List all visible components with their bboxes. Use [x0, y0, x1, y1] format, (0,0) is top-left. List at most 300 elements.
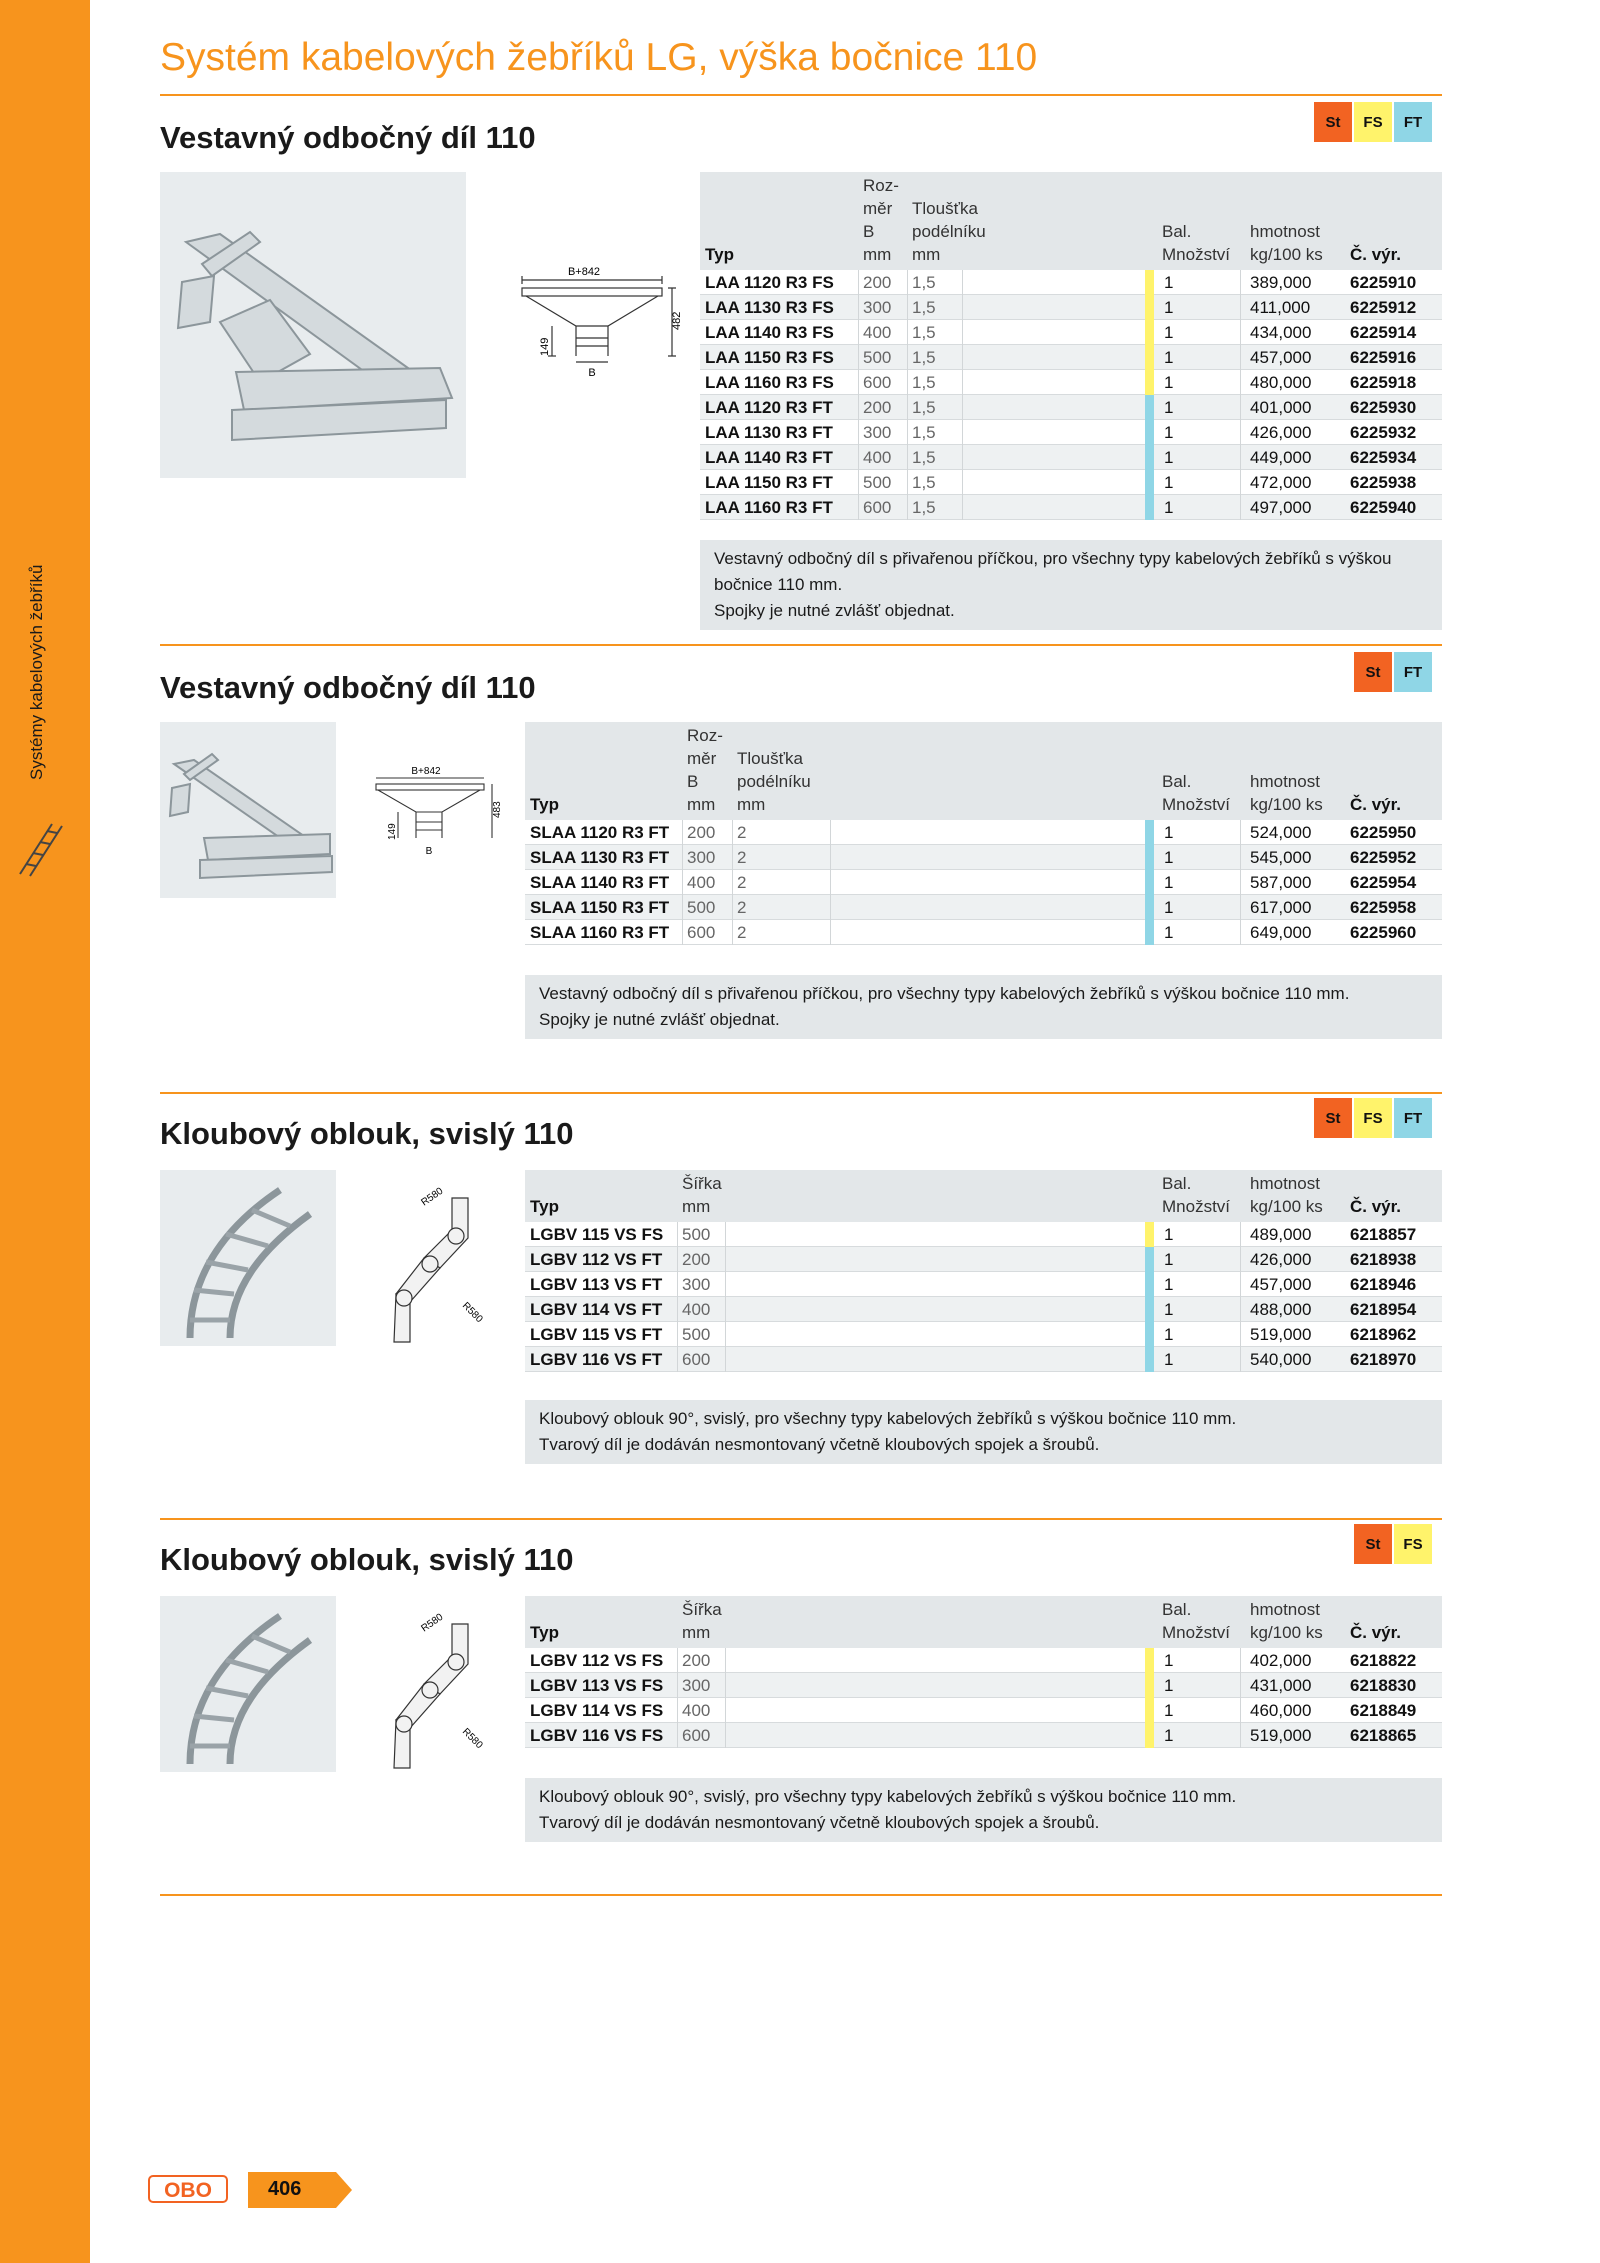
table-row [525, 870, 1442, 895]
note-line: Tvarový díl je dodáván nesmontovaný včetně kloubových spojek a šroubů. [539, 1813, 1100, 1832]
dim-side-label: 483 [492, 801, 503, 818]
table-row [525, 920, 1442, 945]
table-row [700, 370, 1442, 395]
cell-thickness: 2 [737, 873, 747, 892]
header-article: Č. výr. [1350, 795, 1402, 814]
cell-width: 200 [863, 398, 892, 417]
bend-drawing [370, 1604, 540, 1784]
dimension-drawing [368, 762, 503, 872]
cell-width: 300 [863, 423, 892, 442]
cell-weight: 519,000 [1250, 1726, 1312, 1745]
cell-type: LGBV 115 VS FT [530, 1325, 663, 1344]
dim-bottom-label: B [588, 367, 596, 379]
header-thickness: podélníku [912, 222, 986, 241]
table-header [525, 1596, 1442, 1648]
cell-qty: 1 [1164, 848, 1174, 867]
cell-width: 600 [863, 498, 892, 517]
finish-swatch-ft [1145, 1247, 1154, 1272]
header-weight: hmotnost [1250, 1600, 1320, 1619]
dim-bottom-label: B [425, 846, 433, 857]
cell-article: 6225932 [1350, 423, 1417, 442]
cell-article: 6225960 [1350, 923, 1417, 942]
finish-swatch-ft [1145, 1272, 1154, 1297]
cell-article: 6225938 [1350, 473, 1417, 492]
cell-width: 500 [687, 898, 716, 917]
header-type: Typ [705, 245, 734, 264]
cable-ladder-icon [14, 818, 66, 878]
cell-weight: 540,000 [1250, 1350, 1312, 1369]
finish-swatch-fs [1145, 1222, 1154, 1247]
section-rule [160, 1894, 1442, 1896]
cell-weight: 434,000 [1250, 323, 1312, 342]
product-note [525, 975, 1442, 1039]
header-qty: Množství [1162, 245, 1231, 264]
cell-type: LGBV 113 VS FT [530, 1275, 663, 1294]
header-qty: Množství [1162, 795, 1231, 814]
cell-article: 6225930 [1350, 398, 1417, 417]
cell-thickness: 2 [737, 848, 747, 867]
cell-qty: 1 [1164, 1300, 1174, 1319]
cell-article: 6225910 [1350, 273, 1417, 292]
dimension-drawing [512, 260, 682, 390]
table-row [525, 1698, 1442, 1723]
cell-thickness: 1,5 [912, 398, 936, 417]
product-photo [160, 1170, 336, 1346]
badge-ft: FT [1394, 102, 1432, 142]
cell-weight: 545,000 [1250, 848, 1312, 867]
cell-type: LGBV 116 VS FS [530, 1726, 664, 1745]
table-row [700, 495, 1442, 520]
cell-width: 600 [682, 1726, 711, 1745]
cell-weight: 587,000 [1250, 873, 1312, 892]
finish-swatch-fs [1145, 1698, 1154, 1723]
cell-qty: 1 [1164, 373, 1174, 392]
radius-label: R580 [419, 1185, 446, 1209]
cell-type: LAA 1160 R3 FS [705, 373, 834, 392]
table-header [700, 172, 1442, 270]
cell-type: LAA 1140 R3 FT [705, 448, 833, 467]
dim-left-label: 149 [539, 337, 551, 356]
cell-qty: 1 [1164, 498, 1174, 517]
header-weight: kg/100 ks [1250, 1623, 1323, 1642]
badge-fs: FS [1354, 102, 1392, 142]
cell-width: 500 [682, 1225, 711, 1244]
table-body [700, 270, 1442, 520]
table-body [525, 1648, 1442, 1748]
cell-article: 6218946 [1350, 1275, 1417, 1294]
header-qty: Bal. [1162, 1174, 1192, 1193]
finish-swatch-fs [1145, 1723, 1154, 1748]
product-note [525, 1400, 1442, 1464]
cell-type: LGBV 116 VS FT [530, 1350, 663, 1369]
cell-article: 6218938 [1350, 1250, 1417, 1269]
cell-width: 200 [687, 823, 716, 842]
cell-qty: 1 [1164, 1325, 1174, 1344]
header-qty: Bal. [1162, 1600, 1192, 1619]
cell-qty: 1 [1164, 423, 1174, 442]
cell-qty: 1 [1164, 1250, 1174, 1269]
table-row [525, 895, 1442, 920]
table-row [700, 295, 1442, 320]
header-dim: mm [863, 245, 892, 264]
cell-type: LGBV 115 VS FS [530, 1225, 664, 1244]
table-row [700, 420, 1442, 445]
cell-type: LAA 1130 R3 FT [705, 423, 833, 442]
cell-weight: 457,000 [1250, 1275, 1312, 1294]
cell-article: 6225940 [1350, 498, 1417, 517]
finish-swatch-fs [1145, 320, 1154, 345]
cell-thickness: 2 [737, 823, 747, 842]
cell-weight: 431,000 [1250, 1676, 1312, 1695]
cell-weight: 389,000 [1250, 273, 1312, 292]
header-dim: měr [863, 199, 893, 218]
section-title: Vestavný odbočný díl 110 [160, 670, 536, 705]
cell-article: 6225954 [1350, 873, 1417, 892]
header-qty: Množství [1162, 1623, 1231, 1642]
cell-width: 600 [687, 923, 716, 942]
finish-badges [1314, 1098, 1432, 1138]
finish-swatch-ft [1145, 1347, 1154, 1372]
finish-badges [1354, 1524, 1432, 1564]
note-line: Kloubový oblouk 90°, svislý, pro všechny typy kabelových žebříků s výškou bočnice 110 mm. [539, 1409, 1237, 1428]
cell-article: 6218822 [1350, 1651, 1417, 1670]
badge-st: St [1314, 1098, 1352, 1138]
dim-top-label: B+842 [411, 766, 441, 777]
table-row [700, 345, 1442, 370]
cell-weight: 489,000 [1250, 1225, 1312, 1244]
cell-width: 400 [682, 1701, 711, 1720]
badge-ft: FT [1394, 1098, 1432, 1138]
cell-weight: 497,000 [1250, 498, 1312, 517]
note-line: Tvarový díl je dodáván nesmontovaný včetně kloubových spojek a šroubů. [539, 1435, 1100, 1454]
cell-article: 6218857 [1350, 1225, 1417, 1244]
header-thickness: mm [737, 795, 766, 814]
cell-type: LGBV 114 VS FT [530, 1300, 663, 1319]
cell-thickness: 1,5 [912, 323, 936, 342]
cell-qty: 1 [1164, 1726, 1174, 1745]
product-table [525, 1596, 1442, 1748]
product-photo [160, 722, 336, 898]
header-width: mm [682, 1197, 711, 1216]
header-article: Č. výr. [1350, 245, 1402, 264]
cell-type: LAA 1130 R3 FS [705, 298, 834, 317]
cell-width: 300 [687, 848, 716, 867]
cell-article: 6218865 [1350, 1726, 1417, 1745]
cell-article: 6225918 [1350, 373, 1417, 392]
table-row [525, 1272, 1442, 1297]
cell-article: 6218849 [1350, 1701, 1417, 1720]
badge-st: St [1354, 1524, 1392, 1564]
cell-thickness: 2 [737, 923, 747, 942]
product-photo [160, 172, 466, 478]
cell-article: 6225914 [1350, 323, 1417, 342]
dim-left-label: 149 [387, 823, 398, 840]
header-weight: hmotnost [1250, 772, 1320, 791]
table-row [525, 1648, 1442, 1673]
cell-width: 300 [682, 1275, 711, 1294]
cell-qty: 1 [1164, 1350, 1174, 1369]
cell-type: LAA 1160 R3 FT [705, 498, 833, 517]
section-2 [160, 650, 1442, 1070]
badge-fs: FS [1354, 1098, 1392, 1138]
cell-width: 600 [682, 1350, 711, 1369]
cell-weight: 402,000 [1250, 1651, 1312, 1670]
cell-weight: 519,000 [1250, 1325, 1312, 1344]
section-rule [160, 1518, 1442, 1520]
cell-type: LGBV 112 VS FS [530, 1651, 664, 1670]
dim-top-label: B+842 [567, 266, 601, 278]
cell-qty: 1 [1164, 273, 1174, 292]
cell-thickness: 1,5 [912, 348, 936, 367]
cell-weight: 617,000 [1250, 898, 1312, 917]
section-title: Kloubový oblouk, svislý 110 [160, 1116, 574, 1151]
header-type: Typ [530, 1197, 559, 1216]
header-dim: Roz- [687, 726, 723, 745]
cell-qty: 1 [1164, 898, 1174, 917]
finish-swatch-fs [1145, 370, 1154, 395]
note-line: Spojky je nutné zvlášť objednat. [714, 601, 955, 620]
section-title: Vestavný odbočný díl 110 [160, 120, 536, 155]
cell-qty: 1 [1164, 1225, 1174, 1244]
finish-swatch-ft [1145, 895, 1154, 920]
finish-swatch-ft [1145, 820, 1154, 845]
cell-width: 300 [682, 1676, 711, 1695]
cell-width: 400 [863, 323, 892, 342]
cell-weight: 649,000 [1250, 923, 1312, 942]
badge-ft: FT [1394, 652, 1432, 692]
cell-qty: 1 [1164, 1275, 1174, 1294]
finish-swatch-ft [1145, 1322, 1154, 1347]
finish-swatch-ft [1145, 1297, 1154, 1322]
header-dim: B [863, 222, 875, 241]
section-rule [160, 1092, 1442, 1094]
note-line: Kloubový oblouk 90°, svislý, pro všechny typy kabelových žebříků s výškou bočnice 110 mm. [539, 1787, 1237, 1806]
side-label: Systémy kabelových žebříků [27, 564, 46, 780]
header-thickness: Tloušťka [737, 749, 803, 768]
cell-article: 6225952 [1350, 848, 1417, 867]
cell-article: 6225912 [1350, 298, 1417, 317]
header-dim: Roz- [863, 176, 899, 195]
finish-swatch-fs [1145, 270, 1154, 295]
cell-type: LAA 1140 R3 FS [705, 323, 834, 342]
note-line: Spojky je nutné zvlášť objednat. [539, 1010, 780, 1029]
header-weight: kg/100 ks [1250, 1197, 1323, 1216]
header-weight: kg/100 ks [1250, 245, 1323, 264]
section-4 [160, 1522, 1442, 1902]
table-header [525, 1170, 1442, 1222]
cell-qty: 1 [1164, 1651, 1174, 1670]
finish-swatch-ft [1145, 420, 1154, 445]
cell-width: 200 [863, 273, 892, 292]
badge-fs: FS [1394, 1524, 1432, 1564]
cell-article: 6218970 [1350, 1350, 1417, 1369]
cell-qty: 1 [1164, 448, 1174, 467]
header-dim: mm [687, 795, 716, 814]
table-row [700, 395, 1442, 420]
header-dim: B [687, 772, 699, 791]
finish-swatch-ft [1145, 870, 1154, 895]
cell-qty: 1 [1164, 1676, 1174, 1695]
cell-thickness: 1,5 [912, 273, 936, 292]
cell-qty: 1 [1164, 348, 1174, 367]
badge-st: St [1354, 652, 1392, 692]
finish-badges [1314, 102, 1432, 142]
finish-swatch-fs [1145, 1648, 1154, 1673]
cell-weight: 488,000 [1250, 1300, 1312, 1319]
cell-weight: 524,000 [1250, 823, 1312, 842]
cell-thickness: 1,5 [912, 423, 936, 442]
header-weight: kg/100 ks [1250, 795, 1323, 814]
obo-logo [148, 2172, 228, 2206]
cell-thickness: 1,5 [912, 448, 936, 467]
header-weight: hmotnost [1250, 1174, 1320, 1193]
cell-weight: 411,000 [1250, 298, 1311, 317]
cell-type: LGBV 113 VS FS [530, 1676, 664, 1695]
note-line: Vestavný odbočný díl s přivařenou příčkou, pro všechny typy kabelových žebříků s výškou bočnice 110 mm. [539, 984, 1350, 1003]
cell-type: SLAA 1120 R3 FT [530, 823, 670, 842]
table-row [525, 1322, 1442, 1347]
header-weight: hmotnost [1250, 222, 1320, 241]
radius-label: R580 [459, 1300, 485, 1326]
table-row [525, 1247, 1442, 1272]
cell-qty: 1 [1164, 1701, 1174, 1720]
cell-weight: 472,000 [1250, 473, 1312, 492]
cell-article: 6225934 [1350, 448, 1417, 467]
section-3 [160, 1096, 1442, 1516]
cell-article: 6218830 [1350, 1676, 1417, 1695]
finish-swatch-ft [1145, 920, 1154, 945]
cell-qty: 1 [1164, 473, 1174, 492]
header-article: Č. výr. [1350, 1197, 1402, 1216]
product-table [525, 1170, 1442, 1372]
product-photo [160, 1596, 336, 1772]
finish-swatch-fs [1145, 1673, 1154, 1698]
header-type: Typ [530, 1623, 559, 1642]
header-width: Šířka [682, 1174, 722, 1193]
finish-swatch-ft [1145, 495, 1154, 520]
table-header [525, 722, 1442, 820]
cell-article: 6225958 [1350, 898, 1417, 917]
finish-swatch-fs [1145, 345, 1154, 370]
table-body [525, 820, 1442, 945]
cell-qty: 1 [1164, 923, 1174, 942]
cell-width: 500 [682, 1325, 711, 1344]
cell-article: 6225916 [1350, 348, 1417, 367]
side-bar [0, 0, 90, 2263]
radius-label: R580 [459, 1726, 485, 1752]
cell-width: 400 [682, 1300, 711, 1319]
page-title: Systém kabelových žebříků LG, výška bočnice 110 [160, 36, 1038, 79]
cell-article: 6225950 [1350, 823, 1417, 842]
finish-badges [1354, 652, 1432, 692]
cell-type: LAA 1120 R3 FT [705, 398, 833, 417]
finish-swatch-ft [1145, 845, 1154, 870]
cell-width: 600 [863, 373, 892, 392]
badge-st: St [1314, 102, 1352, 142]
header-thickness: mm [912, 245, 941, 264]
table-row [700, 470, 1442, 495]
cell-qty: 1 [1164, 298, 1174, 317]
cell-width: 400 [863, 448, 892, 467]
cell-weight: 460,000 [1250, 1701, 1312, 1720]
cell-weight: 426,000 [1250, 423, 1312, 442]
cell-type: LAA 1150 R3 FT [705, 473, 833, 492]
title-rule [160, 94, 1442, 96]
cell-width: 200 [682, 1651, 711, 1670]
section-title: Kloubový oblouk, svislý 110 [160, 1542, 574, 1577]
product-note [525, 1778, 1442, 1842]
cell-article: 6218954 [1350, 1300, 1417, 1319]
header-type: Typ [530, 795, 559, 814]
cell-weight: 449,000 [1250, 448, 1312, 467]
section-rule [160, 644, 1442, 646]
cell-qty: 1 [1164, 823, 1174, 842]
cell-qty: 1 [1164, 323, 1174, 342]
product-table [700, 172, 1442, 520]
header-thickness: podélníku [737, 772, 811, 791]
page-number: 406 [268, 2178, 302, 2200]
dim-side-label: 482 [671, 311, 683, 330]
product-table [525, 722, 1442, 945]
cell-type: LGBV 112 VS FT [530, 1250, 663, 1269]
cell-weight: 457,000 [1250, 348, 1312, 367]
product-note [700, 540, 1442, 630]
table-row [700, 270, 1442, 295]
cell-width: 500 [863, 473, 892, 492]
table-row [700, 445, 1442, 470]
finish-swatch-ft [1145, 445, 1154, 470]
cell-thickness: 1,5 [912, 373, 936, 392]
finish-swatch-ft [1145, 395, 1154, 420]
cell-type: LGBV 114 VS FS [530, 1701, 664, 1720]
cell-article: 6218962 [1350, 1325, 1417, 1344]
section-1 [160, 100, 1442, 640]
header-qty: Množství [1162, 1197, 1231, 1216]
cell-weight: 426,000 [1250, 1250, 1312, 1269]
header-article: Č. výr. [1350, 1623, 1402, 1642]
table-row [525, 1723, 1442, 1748]
header-thickness: Tloušťka [912, 199, 978, 218]
cell-qty: 1 [1164, 873, 1174, 892]
table-body [525, 1222, 1442, 1372]
cell-thickness: 1,5 [912, 473, 936, 492]
note-line: Vestavný odbočný díl s přivařenou příčkou, pro všechny typy kabelových žebříků s výškou [714, 549, 1392, 568]
cell-type: SLAA 1160 R3 FT [530, 923, 670, 942]
finish-swatch-fs [1145, 295, 1154, 320]
cell-thickness: 1,5 [912, 298, 936, 317]
cell-type: SLAA 1150 R3 FT [530, 898, 670, 917]
note-line: bočnice 110 mm. [714, 575, 843, 594]
header-qty: Bal. [1162, 222, 1192, 241]
cell-type: SLAA 1140 R3 FT [530, 873, 670, 892]
table-row [525, 1673, 1442, 1698]
table-row [525, 1222, 1442, 1247]
radius-label: R580 [419, 1611, 446, 1635]
table-row [525, 1297, 1442, 1322]
cell-weight: 401,000 [1250, 398, 1312, 417]
table-row [525, 845, 1442, 870]
header-width: mm [682, 1623, 711, 1642]
finish-swatch-ft [1145, 470, 1154, 495]
cell-width: 300 [863, 298, 892, 317]
cell-type: LAA 1150 R3 FS [705, 348, 834, 367]
header-width: Šířka [682, 1600, 722, 1619]
cell-weight: 480,000 [1250, 373, 1312, 392]
cell-type: SLAA 1130 R3 FT [530, 848, 670, 867]
cell-width: 400 [687, 873, 716, 892]
cell-qty: 1 [1164, 398, 1174, 417]
cell-thickness: 1,5 [912, 498, 936, 517]
